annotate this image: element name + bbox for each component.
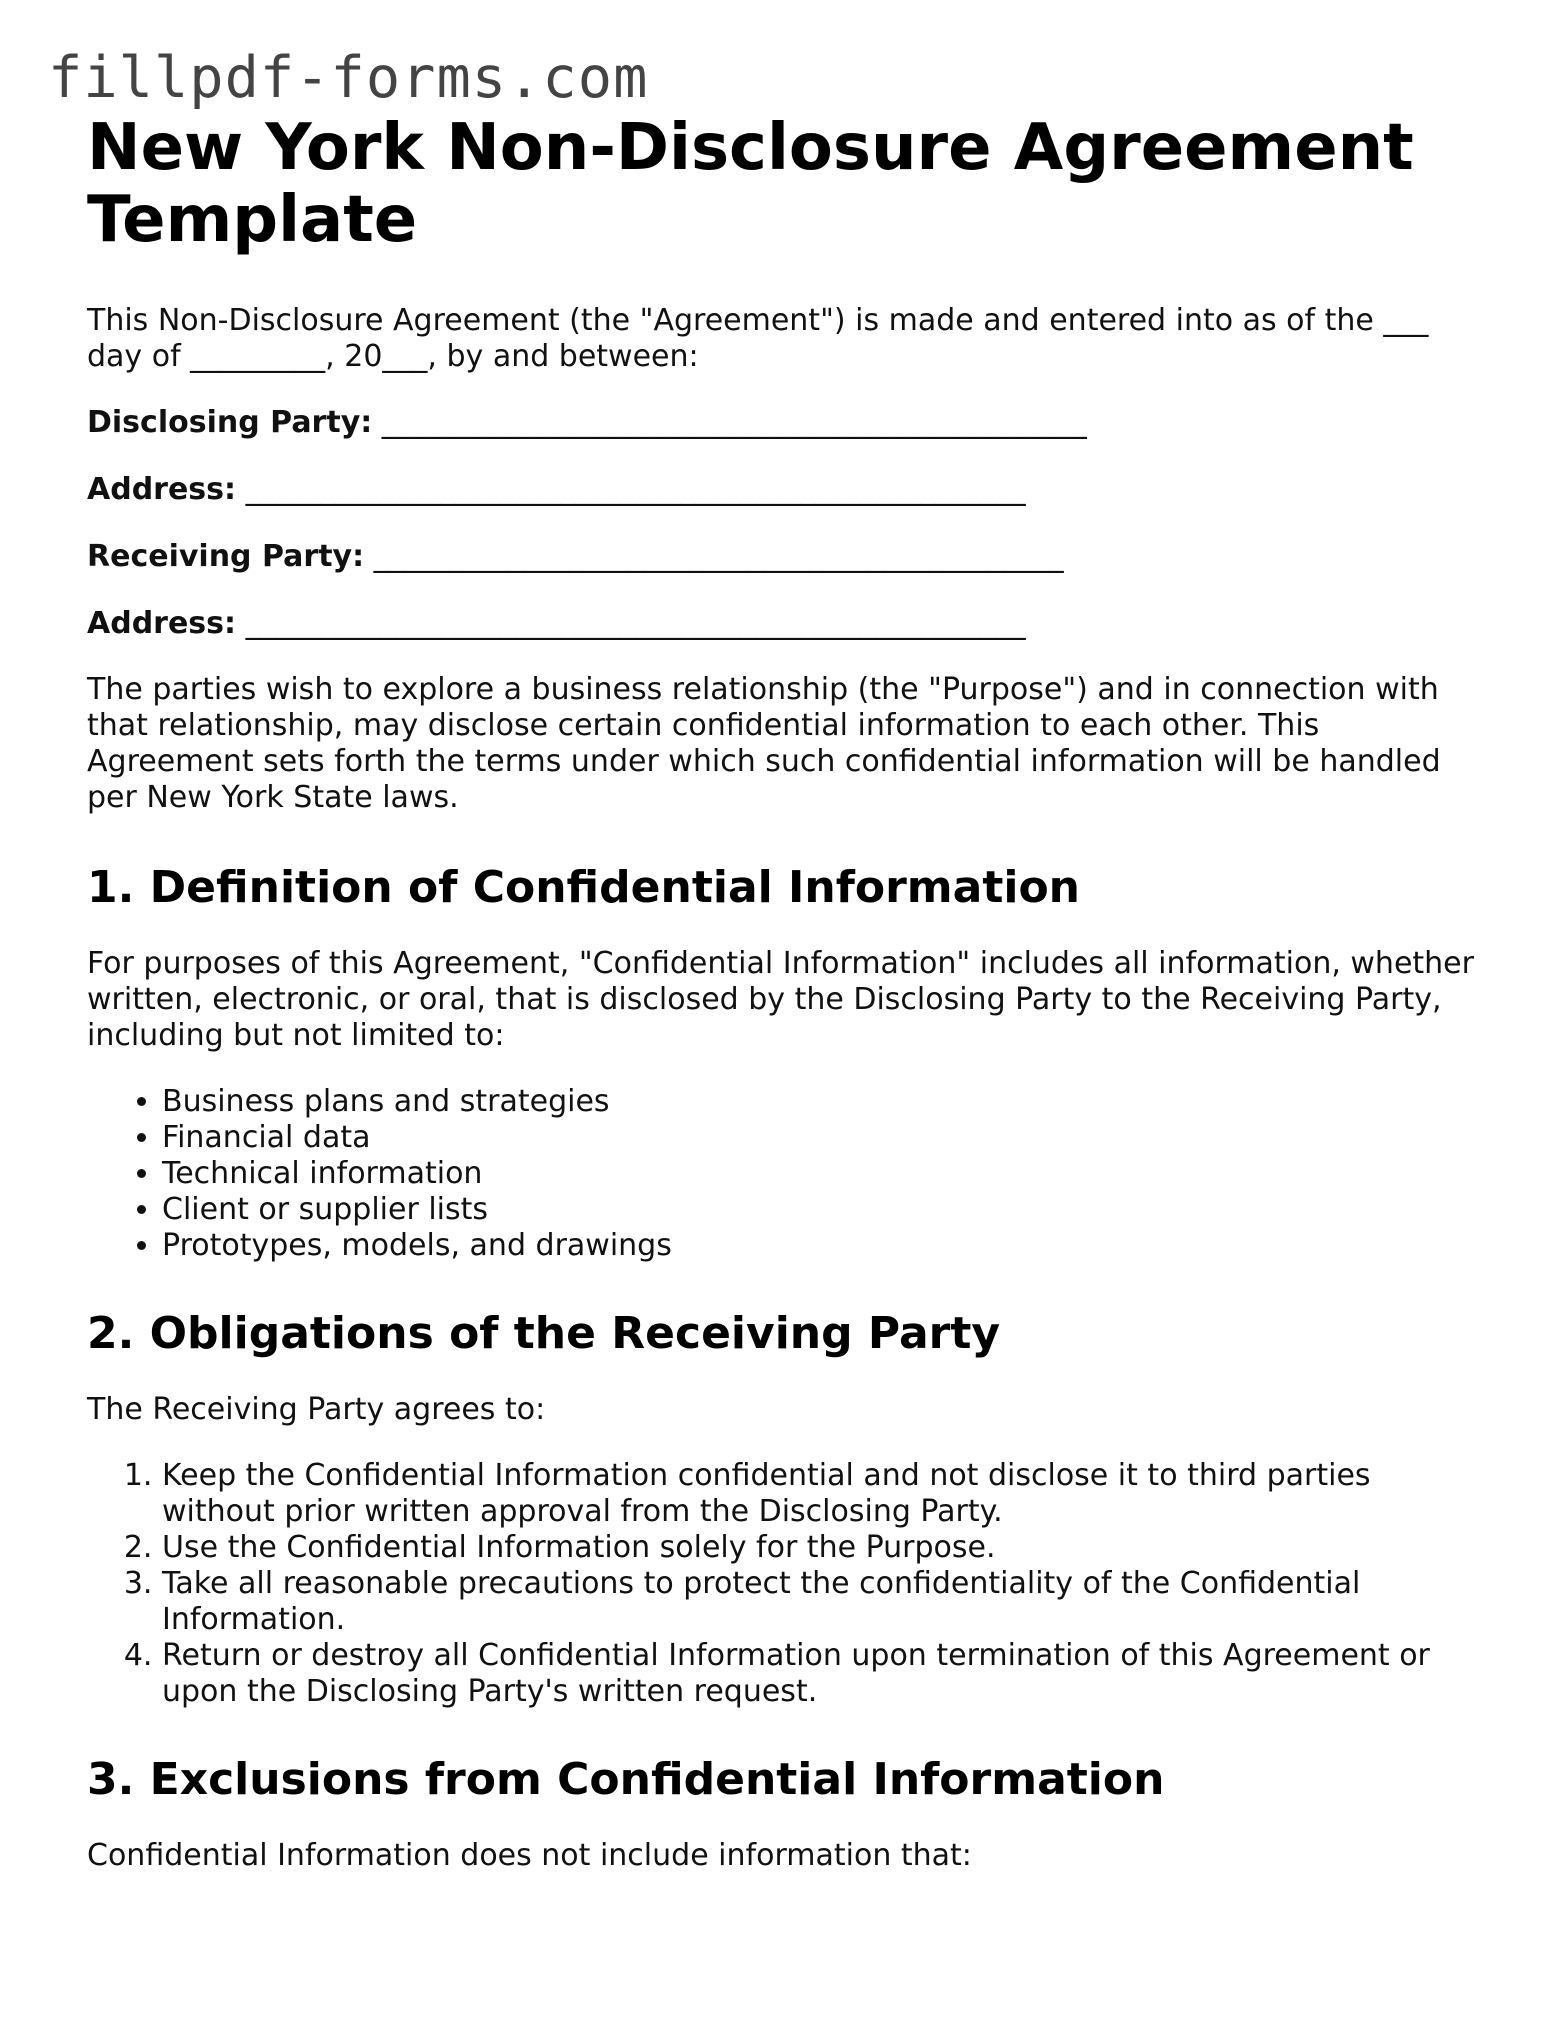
receiving-address-label: Address: [87,606,237,641]
list-item: 1. Keep the Confidential Information confidential and not disclose it to third parties without prior written approval from the Disclosing Party. [162,1458,1477,1530]
receiving-address-blank[interactable]: ____________________________________________________ [236,606,1026,641]
list-item: 3. Take all reasonable precautions to protect the confidentiality of the Confidential Information. [162,1566,1477,1638]
section-1-text: For purposes of this Agreement, "Confidential Information" includes all information, whether written, electronic, or oral, that is disclosed by the Disclosing Party to the Receiving Party, including but not limited to: [87,946,1474,1053]
intro-paragraph: This Non-Disclosure Agreement (the "Agreement") is made and entered into as of the ___ day of _________, 20___, by and between: [87,303,1429,374]
obligations-list [87,1458,1477,1710]
confidential-info-list [87,1084,1477,1264]
receiving-party-label: Receiving Party: [87,539,365,574]
section-2-text: The Receiving Party agrees to: [87,1392,546,1427]
list-item: 2. Use the Confidential Information solely for the Purpose. [162,1530,1477,1566]
section-1-heading: 1. Definition of Confidential Information [87,862,1081,913]
disclosing-address-blank[interactable]: ____________________________________________________ [236,472,1026,507]
list-item: • Client or supplier lists [162,1192,1477,1228]
list-item: • Prototypes, models, and drawings [162,1228,1477,1264]
document-page [87,112,1477,1904]
list-item: 4. Return or destroy all Confidential Information upon termination of this Agreement or upon the Disclosing Party's written request. [162,1638,1477,1710]
purpose-paragraph: The parties wish to explore a business relationship (the "Purpose") and in connection with that relationship, may disclose certain confidential information to each other. This Agreement sets forth the terms under which such confidential information will be handled per New York State laws. [87,672,1441,815]
section-3-text: Confidential Information does not include information that: [87,1838,972,1873]
disclosing-address-field[interactable] [87,472,1477,508]
receiving-address-field[interactable] [87,606,1477,642]
receiving-party-field[interactable] [87,539,1477,575]
section-3-heading: 3. Exclusions from Confidential Information [87,1754,1165,1805]
disclosing-address-label: Address: [87,472,237,507]
page-title: New York Non-Disclosure Agreement Template [87,111,1414,257]
disclosing-party-field[interactable] [87,405,1477,441]
disclosing-party-label: Disclosing Party: [87,405,373,440]
list-item: • Technical information [162,1156,1477,1192]
disclosing-party-blank[interactable]: _______________________________________________ [372,405,1087,440]
list-item: • Financial data [162,1120,1477,1156]
section-2-heading: 2. Obligations of the Receiving Party [87,1308,1001,1359]
list-item: • Business plans and strategies [162,1084,1477,1120]
watermark: fillpdf-forms.com [48,45,649,111]
receiving-party-blank[interactable]: ______________________________________________ [364,539,1064,574]
